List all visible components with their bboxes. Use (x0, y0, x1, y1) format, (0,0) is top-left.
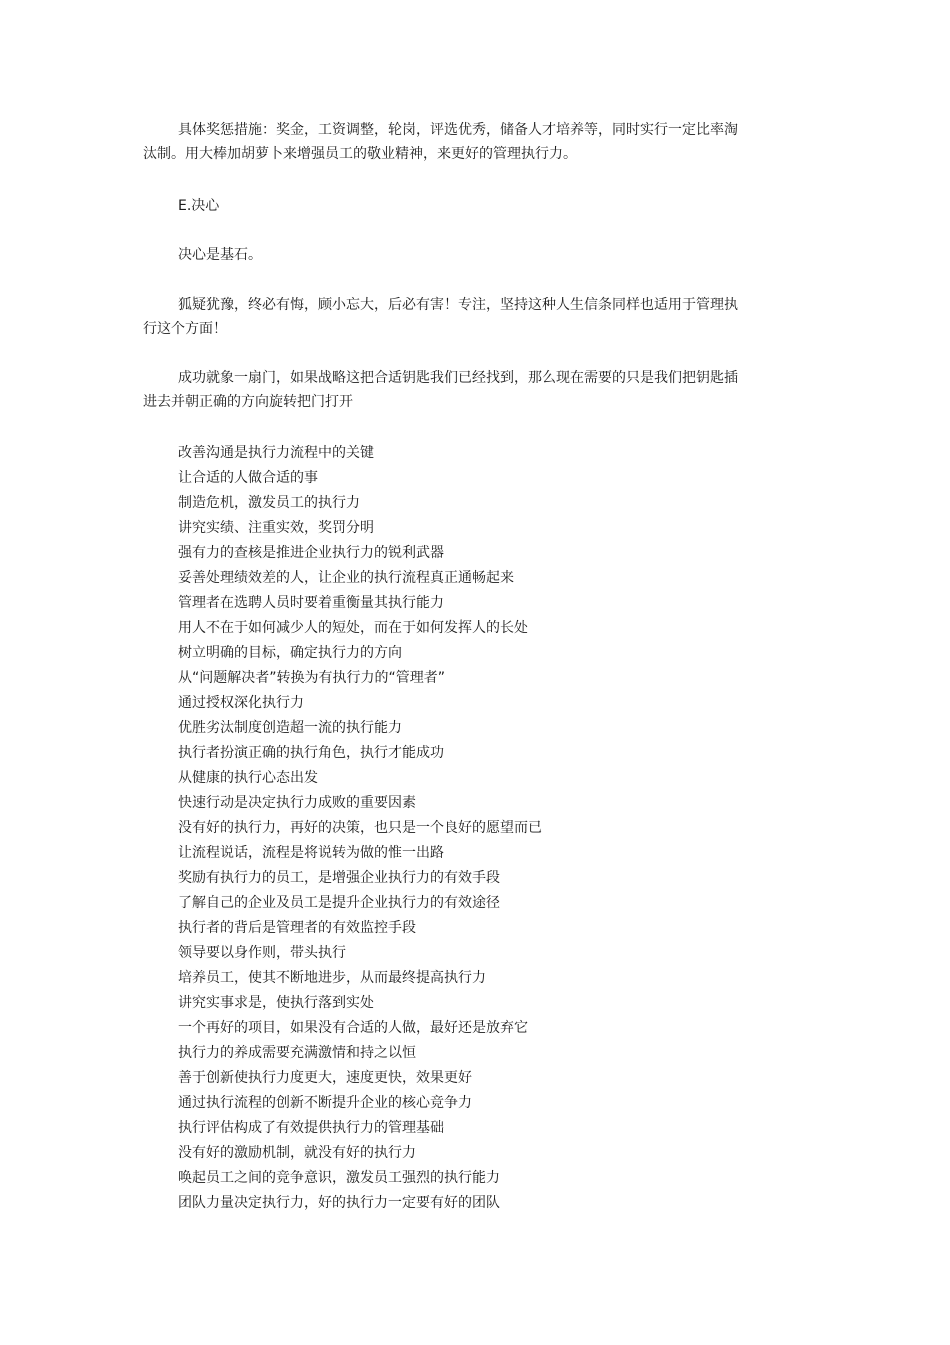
list-item: 从“问题解决者”转换为有执行力的“管理者” (178, 670, 446, 686)
list-item: 团队力量决定执行力，好的执行力一定要有好的团队 (178, 1195, 500, 1211)
list-item: 唤起员工之间的竞争意识，激发员工强烈的执行能力 (178, 1170, 500, 1186)
list-item: 没有好的激励机制，就没有好的执行力 (178, 1145, 416, 1161)
list-item: 讲究实事求是，使执行落到实处 (178, 995, 374, 1011)
list-item: 培养员工，使其不断地进步，从而最终提高执行力 (178, 970, 486, 986)
section-heading-e: E.决心 (178, 198, 220, 214)
paragraph-determination: 决心是基石。 (178, 247, 262, 263)
list-item: 优胜劣汰制度创造超一流的执行能力 (178, 720, 402, 736)
list-item: 让合适的人做合适的事 (178, 470, 318, 486)
execution-tips-list (178, 441, 542, 1216)
list-item: 一个再好的项目，如果没有合适的人做，最好还是放弃它 (178, 1020, 528, 1036)
list-item: 领导要以身作则，带头执行 (178, 945, 346, 961)
list-item: 没有好的执行力，再好的决策，也只是一个良好的愿望而已 (178, 820, 542, 836)
list-item: 妥善处理绩效差的人，让企业的执行流程真正通畅起来 (178, 570, 514, 586)
list-item: 从健康的执行心态出发 (178, 770, 318, 786)
list-item: 强有力的查核是推进企业执行力的锐利武器 (178, 545, 444, 561)
list-item: 执行者的背后是管理者的有效监控手段 (178, 920, 416, 936)
list-item: 通过执行流程的创新不断提升企业的核心竞争力 (178, 1095, 472, 1111)
list-item: 讲究实绩、注重实效，奖罚分明 (178, 520, 374, 536)
list-item: 用人不在于如何减少人的短处，而在于如何发挥人的长处 (178, 620, 528, 636)
paragraph-focus: 狐疑犹豫，终必有悔，顾小忘大，后必有害！专注，坚持这种人生信条同样也适用于管理执行这个方面！ (143, 297, 738, 337)
list-item: 奖励有执行力的员工，是增强企业执行力的有效手段 (178, 870, 500, 886)
paragraph-success-door: 成功就象一扇门，如果战略这把合适钥匙我们已经找到，那么现在需要的只是我们把钥匙插进去并朝正确的方向旋转把门打开 (143, 370, 738, 410)
list-item: 执行力的养成需要充满激情和持之以恒 (178, 1045, 416, 1061)
paragraph-reward-measures: 具体奖惩措施：奖金，工资调整，轮岗，评选优秀，储备人才培养等，同时实行一定比率淘汰制。用大棒加胡萝卜来增强员工的敬业精神，来更好的管理执行力。 (143, 122, 738, 162)
list-item: 树立明确的目标，确定执行力的方向 (178, 645, 402, 661)
list-item: 善于创新使执行力度更大，速度更快，效果更好 (178, 1070, 472, 1086)
list-item: 管理者在选聘人员时要着重衡量其执行能力 (178, 595, 444, 611)
list-item: 通过授权深化执行力 (178, 695, 304, 711)
list-item: 改善沟通是执行力流程中的关键 (178, 445, 374, 461)
list-item: 制造危机，激发员工的执行力 (178, 495, 360, 511)
list-item: 让流程说话，流程是将说转为做的惟一出路 (178, 845, 444, 861)
list-item: 了解自己的企业及员工是提升企业执行力的有效途径 (178, 895, 500, 911)
list-item: 执行者扮演正确的执行角色，执行才能成功 (178, 745, 444, 761)
list-item: 快速行动是决定执行力成败的重要因素 (178, 795, 416, 811)
list-item: 执行评估构成了有效提供执行力的管理基础 (178, 1120, 444, 1136)
